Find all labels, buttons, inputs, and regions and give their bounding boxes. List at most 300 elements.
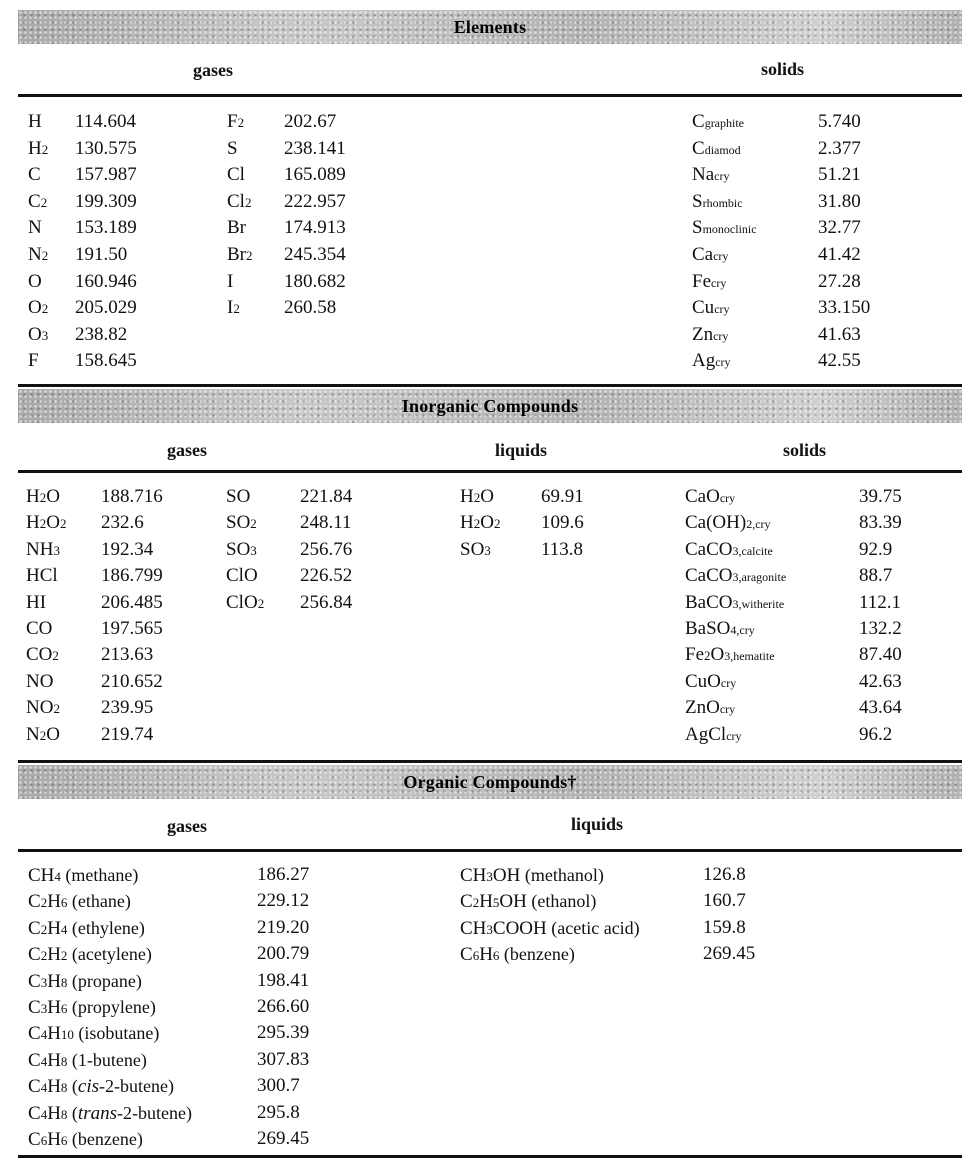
table-row <box>692 242 922 269</box>
table-row <box>28 1047 338 1073</box>
value-cell: 41.42 <box>818 243 861 265</box>
formula <box>28 1047 147 1075</box>
value-cell: 256.84 <box>300 591 353 613</box>
table-row <box>26 510 216 536</box>
formula-text: C <box>28 1049 41 1071</box>
formula-text: C <box>460 891 473 913</box>
formula <box>685 537 773 564</box>
formula <box>692 109 744 137</box>
table-row <box>685 510 935 536</box>
table-row <box>692 109 922 136</box>
value-cell: 41.63 <box>818 323 861 345</box>
formula <box>28 1020 159 1048</box>
formula-text: I <box>227 270 234 292</box>
formula-text: O <box>46 512 60 534</box>
formula-text: ClO <box>226 591 258 613</box>
formula-subscript: 3 <box>40 974 48 990</box>
value-cell: 205.029 <box>75 297 137 319</box>
value-cell: 32.77 <box>818 217 861 239</box>
table-row <box>28 242 188 269</box>
table-row <box>460 941 790 967</box>
formula-subscript: 2 <box>41 247 49 263</box>
formula <box>460 510 500 537</box>
table-row <box>692 189 922 216</box>
value-cell: 295.39 <box>257 1022 310 1044</box>
formula-text: C <box>28 891 41 913</box>
formula-name: (acetylene) <box>67 944 152 965</box>
table-row <box>685 642 935 668</box>
formula-subscript: 4 <box>60 921 68 937</box>
value-cell: 153.189 <box>75 217 137 239</box>
value-cell: 39.75 <box>859 486 902 507</box>
formula-subscript: 4,cry <box>730 622 755 637</box>
table-row <box>28 322 188 349</box>
formula-subscript: 2,cry <box>746 517 771 532</box>
formula-text: H <box>26 512 40 534</box>
formula-text: NH <box>26 538 54 560</box>
formula-subscript: 4 <box>40 1027 48 1043</box>
table-row <box>28 348 188 375</box>
formula-text: H <box>47 1076 61 1098</box>
table-row <box>28 1073 338 1099</box>
value-cell: 197.565 <box>101 617 163 639</box>
table-row <box>28 941 338 967</box>
formula <box>28 189 47 217</box>
formula-name: (ethane) <box>67 891 131 912</box>
formula-text: CO <box>26 644 53 666</box>
formula-subscript: 3 <box>486 921 493 937</box>
formula-subscript: 2 <box>237 115 245 130</box>
formula <box>28 968 142 996</box>
formula <box>692 348 731 376</box>
formula-text: H <box>28 137 42 159</box>
formula <box>26 642 59 669</box>
formula-subscript: 6 <box>492 948 500 964</box>
table-row <box>28 1126 338 1152</box>
formula-text: H <box>479 944 493 966</box>
table-row <box>227 162 387 189</box>
formula-name: (acetic acid) <box>546 917 640 938</box>
formula-subscript: 2 <box>257 595 265 611</box>
value-cell: 87.40 <box>859 644 902 666</box>
formula-text: Ca(OH) <box>685 512 747 534</box>
formula-text: H <box>479 891 493 913</box>
table-row <box>26 642 216 668</box>
table-row <box>460 888 790 914</box>
formula-subscript: 4 <box>40 1106 48 1122</box>
table-row <box>460 862 790 888</box>
formula-subscript: monoclinic <box>702 222 757 237</box>
formula <box>692 242 728 270</box>
value-cell: 248.11 <box>300 512 352 534</box>
formula-text: O <box>28 270 42 292</box>
formula <box>26 510 66 537</box>
formula-text: Cu <box>692 297 715 319</box>
table-row <box>26 722 216 748</box>
formula-name: (methanol) <box>520 865 604 885</box>
table-row <box>692 322 922 349</box>
table-row <box>692 136 922 163</box>
formula-subscript: 8 <box>60 1053 68 1069</box>
formula-text: CaO <box>685 486 720 507</box>
formula-subscript: 2 <box>473 490 481 505</box>
table-row <box>692 348 922 375</box>
table-row <box>692 162 922 189</box>
elements-band <box>18 10 962 44</box>
formula <box>685 563 786 590</box>
table-row <box>26 537 216 563</box>
formula-subscript: cry <box>719 702 736 717</box>
elements-solids-col <box>692 109 922 375</box>
value-cell: 109.6 <box>541 512 584 534</box>
table-row <box>28 994 338 1020</box>
formula-subscript: 3 <box>250 542 257 558</box>
formula <box>28 1126 143 1154</box>
value-cell: 160.7 <box>703 890 746 912</box>
table-row <box>28 1020 338 1046</box>
formula-text: S <box>692 217 703 239</box>
value-cell: 130.575 <box>75 137 137 159</box>
formula-text: CaCO <box>685 538 733 560</box>
formula-subscript: 5 <box>492 895 500 911</box>
organic-gases-header: gases <box>167 816 207 836</box>
formula-text: AgCl <box>685 723 727 745</box>
formula-subscript: 8 <box>60 1106 68 1122</box>
formula-subscript: 3,hematite <box>724 649 775 664</box>
formula-name: -2-butene) <box>99 1076 174 1097</box>
value-cell: 206.485 <box>101 591 163 613</box>
formula-text: O <box>480 512 494 534</box>
table-row <box>26 484 216 510</box>
formula-text: BaSO <box>685 617 731 639</box>
formula <box>692 136 741 164</box>
table-row <box>227 215 387 242</box>
formula-text: NO <box>26 697 54 719</box>
formula-name: trans <box>77 1102 117 1124</box>
formula-name: (benzene) <box>67 1128 143 1149</box>
formula-text: H <box>47 1128 61 1150</box>
formula-text: Cl <box>227 190 245 212</box>
formula-text: SO <box>226 512 251 534</box>
formula-text: C <box>28 970 41 992</box>
table-row <box>685 616 935 642</box>
formula-subscript: cry <box>714 169 730 184</box>
formula-text: COOH <box>492 917 547 939</box>
table-row <box>460 484 640 510</box>
formula-text: C <box>28 996 41 1018</box>
formula <box>28 242 48 270</box>
formula-text: CH <box>460 917 487 939</box>
formula <box>685 695 735 722</box>
formula-name: (ethanol) <box>526 891 597 912</box>
formula-text: H <box>47 1049 61 1071</box>
formula <box>26 563 58 589</box>
formula-text: Ag <box>692 350 716 372</box>
formula-name: (benzene) <box>499 944 575 965</box>
formula-text: H <box>47 917 61 939</box>
value-cell: 238.82 <box>75 323 128 345</box>
formula <box>692 215 757 243</box>
inorganic-solids-col <box>685 484 935 748</box>
formula-subscript: 2 <box>493 516 501 532</box>
formula-text: C <box>28 1102 41 1124</box>
table-row <box>227 269 387 296</box>
formula-text: H <box>460 486 474 507</box>
formula-text: H <box>47 996 61 1018</box>
formula-subscript: 2 <box>39 490 47 505</box>
organic-gases-col <box>28 862 338 1152</box>
value-cell: 160.946 <box>75 270 137 292</box>
formula <box>460 888 596 916</box>
formula-subscript: 2 <box>704 648 711 664</box>
inorganic-band <box>18 389 962 423</box>
value-cell: 213.63 <box>101 644 154 666</box>
table-row <box>460 510 640 536</box>
value-cell: 114.604 <box>75 111 137 132</box>
elements-gases-col1 <box>28 109 188 375</box>
formula-text: OH <box>492 865 521 886</box>
organic-header-rule <box>18 849 962 852</box>
formula-text: C <box>460 944 473 966</box>
value-cell: 165.089 <box>284 164 346 186</box>
formula-text: NO <box>26 670 54 692</box>
value-cell: 191.50 <box>75 243 128 265</box>
formula-text: Ca <box>692 243 714 265</box>
table-row <box>28 968 338 994</box>
formula <box>28 1100 192 1128</box>
formula <box>692 162 729 190</box>
value-cell: 157.987 <box>75 164 137 186</box>
formula-text: SO <box>460 538 485 560</box>
formula <box>28 888 131 916</box>
value-cell: 112.1 <box>859 591 902 613</box>
formula <box>28 915 145 943</box>
value-cell: 238.141 <box>284 137 346 159</box>
table-row <box>692 295 922 322</box>
formula-text: C <box>28 1023 41 1045</box>
formula-subscript: 4 <box>40 1080 48 1096</box>
formula <box>685 642 775 669</box>
formula-text: Br <box>227 217 246 239</box>
formula-subscript: 10 <box>60 1027 74 1043</box>
table-row <box>26 590 216 616</box>
table-row <box>226 590 396 616</box>
formula <box>692 322 728 350</box>
formula-subscript: 6 <box>60 1000 68 1016</box>
formula-text: O <box>46 723 60 745</box>
inorganic-title: Inorganic Compounds <box>401 395 579 416</box>
value-cell: 269.45 <box>257 1127 310 1149</box>
formula-subscript: cry <box>713 248 729 263</box>
organic-liquids-header: liquids <box>571 814 624 834</box>
value-cell: 219.20 <box>257 916 310 938</box>
formula-subscript: 2 <box>40 948 48 964</box>
formula-subscript: rhombic <box>702 195 743 210</box>
formula-text: Fe <box>685 644 704 666</box>
value-cell: 113.8 <box>541 538 584 560</box>
formula-text: H <box>26 486 40 507</box>
table-row <box>692 269 922 296</box>
formula-text: Na <box>692 164 715 186</box>
table-row <box>26 695 216 721</box>
value-cell: 186.799 <box>101 565 163 587</box>
table-row <box>28 269 188 296</box>
formula <box>26 616 52 642</box>
value-cell: 42.55 <box>818 350 861 372</box>
formula-text: Zn <box>692 323 714 345</box>
formula-text: H <box>28 111 42 132</box>
formula-subscript: 2 <box>59 516 67 532</box>
table-row <box>28 295 188 322</box>
formula-subscript: 2 <box>52 648 59 664</box>
formula-name: cis <box>77 1076 100 1098</box>
table-row <box>227 109 387 136</box>
formula-text: BaCO <box>685 591 733 613</box>
formula-text: S <box>692 190 703 212</box>
value-cell: 180.682 <box>284 270 346 292</box>
formula-subscript: 6 <box>472 948 480 964</box>
table-row <box>28 862 338 888</box>
table-row <box>28 1100 338 1126</box>
table-row <box>227 189 387 216</box>
table-row <box>685 537 935 563</box>
formula-subscript: cry <box>719 491 736 505</box>
formula-text: ZnO <box>685 697 720 719</box>
formula <box>460 862 604 890</box>
formula <box>28 322 48 350</box>
formula <box>692 295 730 323</box>
formula-text: H <box>47 891 61 913</box>
formula-text: C <box>28 190 41 212</box>
value-cell: 92.9 <box>859 538 893 560</box>
formula-text: Fe <box>692 270 711 292</box>
table-row <box>685 695 935 721</box>
formula-text: HCl <box>26 565 58 587</box>
formula-text: H <box>47 1102 61 1124</box>
value-cell: 174.913 <box>284 217 346 239</box>
formula-text: C <box>692 111 705 132</box>
value-cell: 43.64 <box>859 697 902 719</box>
formula-subscript: 3 <box>41 327 49 343</box>
formula <box>226 510 257 537</box>
value-cell: 96.2 <box>859 723 893 745</box>
formula <box>226 590 264 617</box>
value-cell: 232.6 <box>101 512 144 534</box>
formula-text: O <box>46 486 60 507</box>
inorganic-solids-header: solids <box>783 440 827 460</box>
elements-gases-col2 <box>227 109 387 322</box>
value-cell: 83.39 <box>859 512 902 534</box>
formula-text: C <box>28 1076 41 1098</box>
table-row <box>28 915 338 941</box>
value-cell: 2.377 <box>818 137 861 159</box>
formula <box>685 484 735 511</box>
value-cell: 199.309 <box>75 190 137 212</box>
value-cell: 27.28 <box>818 270 861 292</box>
value-cell: 239.95 <box>101 697 154 719</box>
formula <box>28 994 156 1022</box>
inorganic-gases-col2 <box>226 484 396 616</box>
formula-text: O <box>28 323 42 345</box>
value-cell: 159.8 <box>703 916 746 938</box>
formula-text: Br <box>227 243 246 265</box>
table-row <box>26 616 216 642</box>
value-cell: 200.79 <box>257 943 310 965</box>
formula <box>226 537 257 564</box>
formula-subscript: 2 <box>53 701 60 717</box>
value-cell: 222.957 <box>284 190 346 212</box>
formula-subscript: 2 <box>60 948 68 964</box>
formula-text: C <box>28 1128 41 1150</box>
formula-subscript: 6 <box>60 895 68 911</box>
formula <box>28 162 41 189</box>
organic-title: Organic Compounds† <box>403 771 577 792</box>
table-row <box>226 563 396 589</box>
formula <box>685 590 784 617</box>
formula-text: S <box>227 137 238 159</box>
formula-text: HI <box>26 591 47 613</box>
table-row <box>227 242 387 269</box>
value-cell: 307.83 <box>257 1048 310 1070</box>
table-row <box>28 888 338 914</box>
formula-subscript: 8 <box>60 974 68 990</box>
formula <box>685 669 736 696</box>
formula <box>26 669 53 695</box>
formula <box>460 537 491 564</box>
formula-name: (propane) <box>67 970 142 991</box>
organic-band <box>18 765 962 799</box>
formula <box>28 1073 174 1101</box>
formula-subscript: 2 <box>246 247 253 263</box>
formula-text: C <box>28 164 41 186</box>
formula-subscript: 3,calcite <box>732 543 773 558</box>
table-row <box>28 109 188 136</box>
formula <box>226 563 258 589</box>
table-row <box>28 189 188 216</box>
value-cell: 260.58 <box>284 297 337 319</box>
formula-subscript: 2 <box>39 727 47 743</box>
table-row <box>227 136 387 163</box>
inorganic-gases-col1 <box>26 484 216 748</box>
table-row <box>28 162 188 189</box>
elements-title: Elements <box>453 16 527 37</box>
formula <box>26 590 46 616</box>
formula-name: (1-butene) <box>67 1049 147 1070</box>
formula <box>227 162 245 189</box>
formula-text: C <box>692 137 705 159</box>
formula-subscript: 6 <box>60 1132 68 1148</box>
formula-subscript: 3 <box>486 869 493 884</box>
value-cell: 31.80 <box>818 190 861 212</box>
formula-text: N <box>26 723 40 745</box>
formula <box>227 215 246 242</box>
formula-text: I <box>227 297 234 319</box>
formula-subscript: 2 <box>40 921 48 937</box>
formula-text: N <box>28 217 42 239</box>
table-row <box>226 537 396 563</box>
value-cell: 5.740 <box>818 111 861 132</box>
formula-name: -2-butene) <box>117 1102 192 1123</box>
value-cell: 69.91 <box>541 486 584 507</box>
formula <box>226 484 250 510</box>
formula <box>227 269 233 296</box>
formula <box>227 295 240 323</box>
formula-subscript: 3 <box>53 542 60 558</box>
formula-subscript: 4 <box>40 1053 48 1069</box>
formula-subscript: 2 <box>39 516 47 532</box>
table-row <box>685 484 935 510</box>
formula-text: N <box>28 243 42 265</box>
